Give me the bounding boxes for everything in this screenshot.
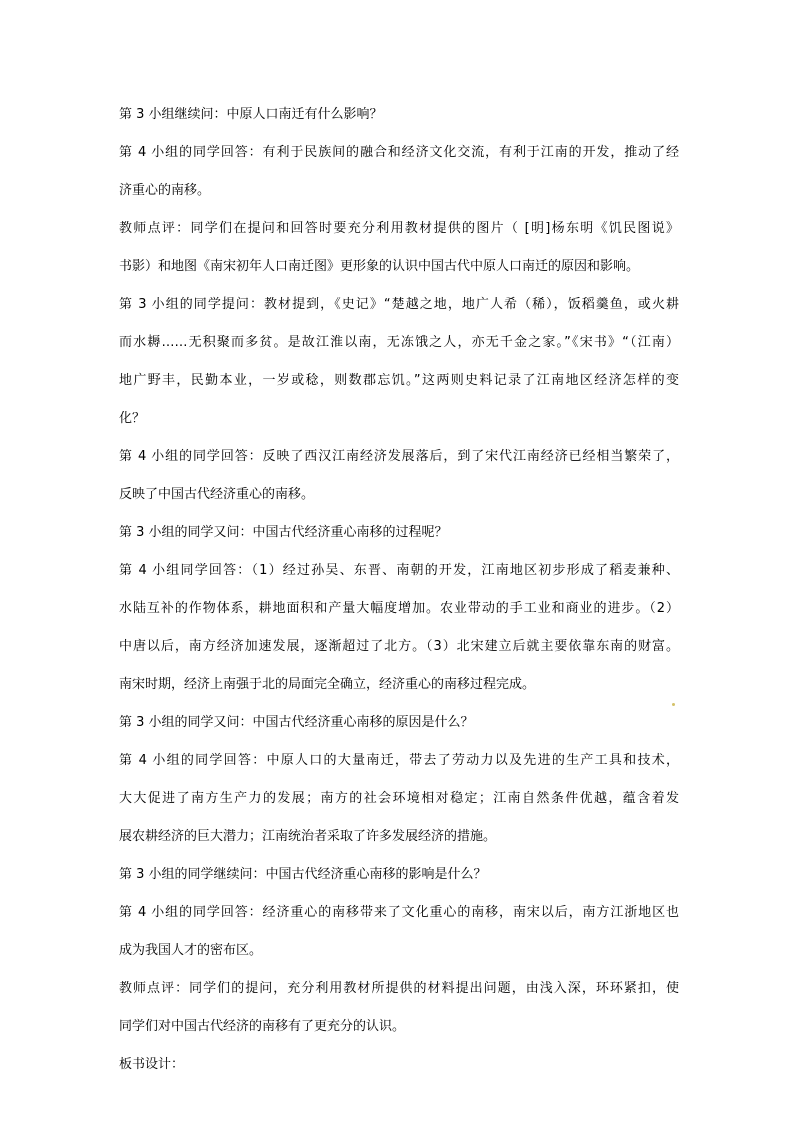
- paragraph-line: 展农耕经济的巨大潜力；江南统治者采取了许多发展经济的措施。: [119, 829, 497, 844]
- paragraph-line: 中唐以后，南方经济加速发展，逐渐超过了北方。（3）北宋建立后就主要依靠东南的财富。: [119, 639, 679, 654]
- paragraph-line: 第 3 小组的同学继续问：中国古代经济重心南移的影响是什么？: [119, 867, 487, 882]
- document-page: [119, 101, 679, 1078]
- paragraph-line: 同学们对中国古代经济的南移有了更充分的认识。: [119, 1019, 406, 1034]
- paragraph-line: 第 3 小组的同学又问：中国古代经济重心南移的原因是什么？: [119, 715, 474, 730]
- paragraph-line: 大大促进了南方生产力的发展；南方的社会环境相对稳定；江南自然条件优越，蕴含着发: [119, 791, 679, 806]
- paragraph-line: 教师点评：同学们的提问，充分利用教材所提供的材料提出问题，由浅入深，环环紧扣，使: [119, 981, 679, 996]
- paragraph-line: 板书设计：: [119, 1057, 185, 1072]
- paragraph-line: 书影）和地图《南宋初年人口南迁图》更形象的认识中国古代中原人口南迁的原因和影响。: [119, 259, 640, 274]
- paragraph-line: 第 3 小组继续问：中原人口南迁有什么影响？: [119, 107, 383, 122]
- stray-dot-mark: [672, 703, 675, 706]
- paragraph-line: 成为我国人才的密布区。: [119, 943, 263, 958]
- paragraph-line: 第 3 小组的同学又问：中国古代经济重心南移的过程呢？: [119, 525, 448, 540]
- paragraph-line: 第 3 小组的同学提问：教材提到，《史记》“楚越之地，地广人希（稀），饭稻羹鱼，或火耕: [119, 297, 679, 312]
- paragraph-line: 而水耨……无积聚而多贫。是故江淮以南，无冻饿之人，亦无千金之家。”《宋书》“（江南）: [119, 335, 679, 350]
- paragraph-line: 反映了中国古代经济重心的南移。: [119, 487, 315, 502]
- paragraph-line: 第 4 小组同学回答：（1）经过孙吴、东晋、南朝的开发，江南地区初步形成了稻麦兼种、: [119, 563, 679, 578]
- paragraph-line: 第 4 小组的同学回答：反映了西汉江南经济发展落后，到了宋代江南经济已经相当繁荣了，: [119, 449, 679, 464]
- paragraph-line: 教师点评：同学们在提问和回答时要充分利用教材提供的图片（ [明]杨东明《饥民图说》: [119, 221, 679, 236]
- paragraph-line: 水陆互补的作物体系，耕地面积和产量大幅度增加。农业带动的手工业和商业的进步。（2）: [119, 601, 679, 616]
- paragraph-line: 南宋时期，经济上南强于北的局面完全确立，经济重心的南移过程完成。: [119, 677, 536, 692]
- paragraph-line: 地广野丰，民勤本业，一岁或稔，则数郡忘饥。”这两则史料记录了江南地区经济怎样的变: [119, 373, 679, 388]
- paragraph-line: 化？: [119, 411, 146, 426]
- paragraph-line: 第 4 小组的同学回答：中原人口的大量南迁，带去了劳动力以及先进的生产工具和技术，: [119, 753, 679, 768]
- paragraph-line: 济重心的南移。: [119, 183, 211, 198]
- paragraph-line: 第 4 小组的同学回答：有利于民族间的融合和经济文化交流，有利于江南的开发，推动了经: [119, 145, 679, 160]
- paragraph-line: 第 4 小组的同学回答：经济重心的南移带来了文化重心的南移，南宋以后，南方江浙地区也: [119, 905, 679, 920]
